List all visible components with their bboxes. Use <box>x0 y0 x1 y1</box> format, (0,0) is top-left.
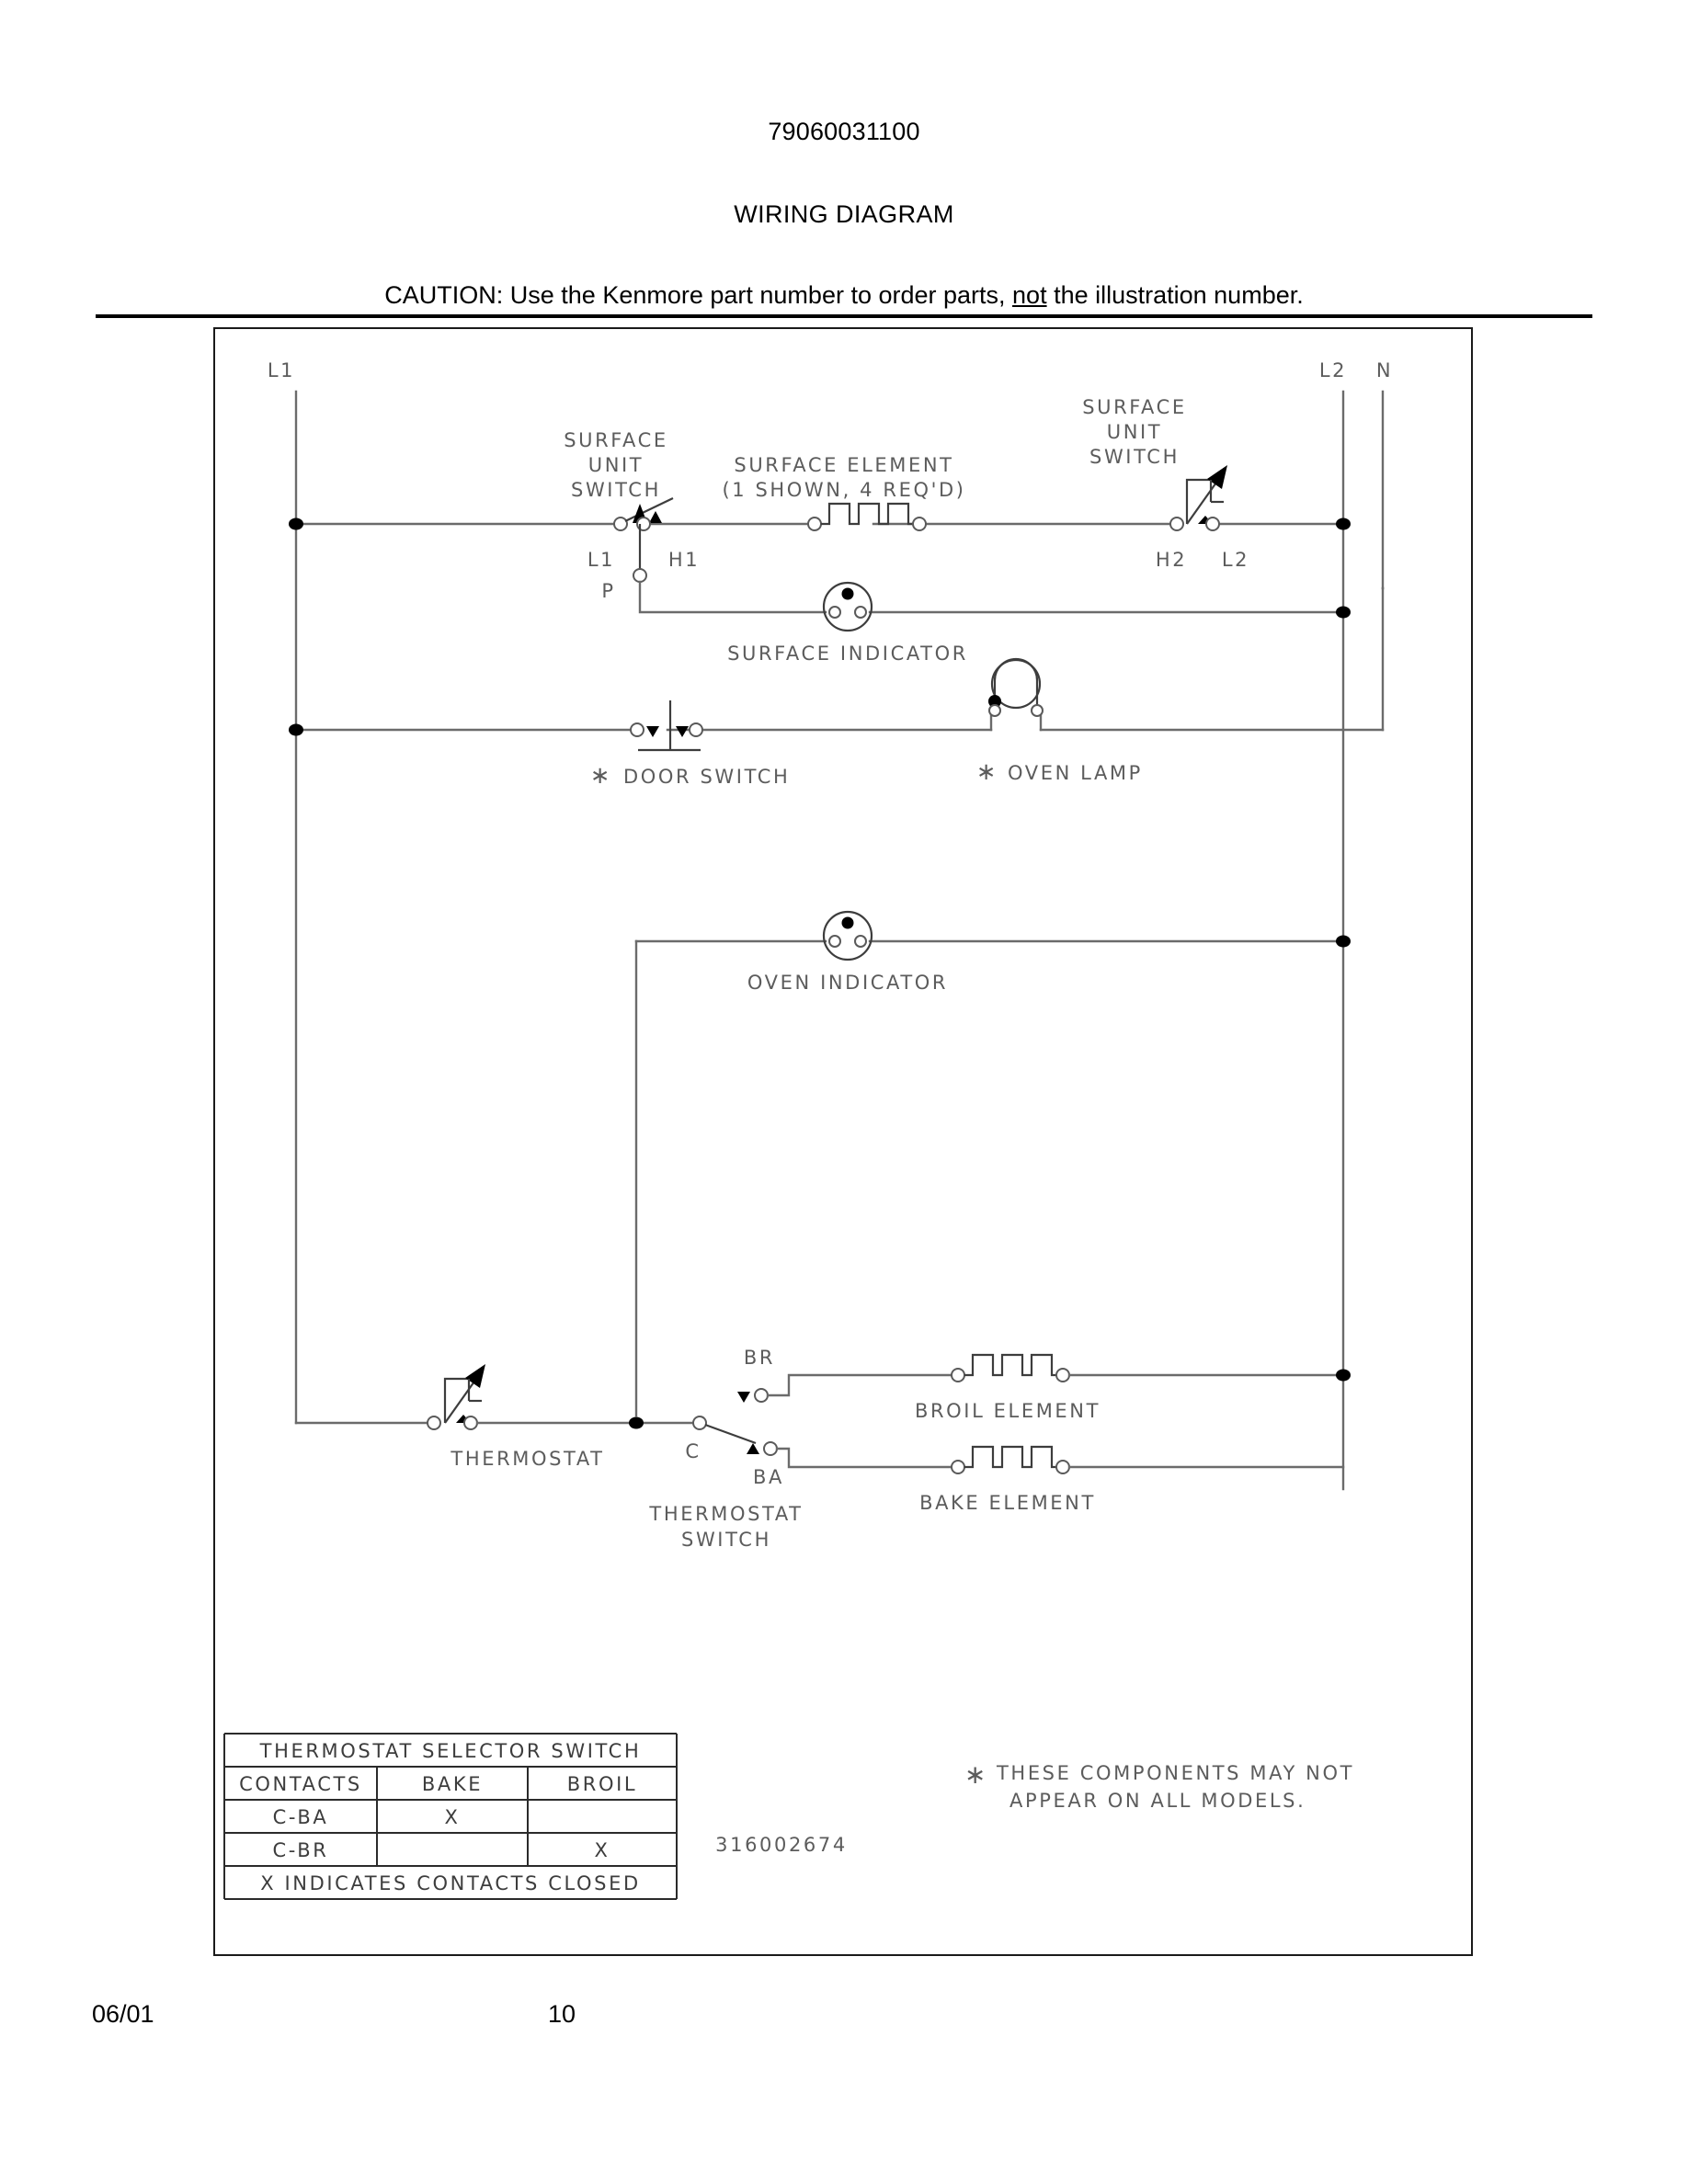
footer-page-number: 10 <box>547 2000 576 2028</box>
wire-p-to-indicator <box>640 582 826 612</box>
table-header-broil: BROIL <box>566 1773 638 1795</box>
thermostat-selector-table <box>224 1734 677 1899</box>
rail-l1-label-text: L1 <box>267 359 296 381</box>
door-switch-terminal-right <box>690 723 702 736</box>
terminal-ba-triangle <box>747 1443 759 1454</box>
surface-unit-switch-right-label-2: UNIT <box>1106 421 1163 443</box>
terminal-ba-circle <box>764 1442 777 1455</box>
component-note <box>964 1759 1354 1812</box>
surface-element-symbol <box>821 504 916 524</box>
oven-lamp-label: OVEN LAMP <box>1008 762 1143 784</box>
oven-indicator-terminal-right <box>855 936 866 947</box>
terminal-p-circle <box>633 569 646 582</box>
oven-indicator-circuit <box>636 912 1351 1416</box>
terminal-l1-label: L1 <box>587 549 616 571</box>
terminal-p-label: P <box>601 580 616 602</box>
thermostat-switch-label-2: SWITCH <box>681 1529 771 1551</box>
bake-element-terminal-left <box>952 1461 964 1473</box>
switch-blade-left <box>625 498 673 521</box>
oven-lamp-asterisk: ∗ <box>975 758 999 786</box>
table-row-cba-contacts: C-BA <box>272 1806 329 1828</box>
junction-l2-broil <box>1336 1370 1351 1382</box>
switch-actuator-triangle-b <box>649 511 662 523</box>
terminal-h2-label: H2 <box>1155 549 1188 571</box>
schematic <box>215 329 1475 1958</box>
surface-unit-switch-left-label-3: SWITCH <box>571 479 661 501</box>
junction-l1-row3 <box>289 724 303 736</box>
table-row-cba-bake: X <box>444 1806 461 1828</box>
wire-ba-to-bake <box>777 1449 952 1467</box>
terminal-h2-circle <box>1170 518 1183 530</box>
bake-element-label: BAKE ELEMENT <box>919 1492 1096 1514</box>
door-switch-asterisk: ∗ <box>589 762 613 790</box>
oven-lamp-terminal-right <box>1032 705 1043 716</box>
junction-l1-row1 <box>289 518 303 530</box>
terminal-ba-label: BA <box>753 1466 784 1488</box>
table-header-contacts: CONTACTS <box>239 1773 362 1795</box>
broil-element-terminal-left <box>952 1369 964 1382</box>
surface-element-circuit <box>289 396 1351 602</box>
terminal-br-triangle <box>737 1392 750 1403</box>
terminal-br-circle <box>755 1389 768 1402</box>
oven-indicator-label: OVEN INDICATOR <box>747 972 949 994</box>
table-row-cbr-broil: X <box>594 1839 610 1861</box>
caution-prefix: CAUTION: Use the Kenmore part number to order parts, <box>384 281 1013 309</box>
surface-element-label-1: SURFACE ELEMENT <box>734 454 954 476</box>
drawing-part-number: 316002674 <box>715 1834 848 1856</box>
junction-l2-row1 <box>1336 518 1351 530</box>
oven-lamp-terminal-left <box>989 705 1000 716</box>
oven-indicator-terminal-left <box>829 936 840 947</box>
table-header-bake: BAKE <box>421 1773 484 1795</box>
caution-note <box>0 281 1688 310</box>
model-number: 79060031100 <box>768 118 920 145</box>
surface-indicator-terminal-right <box>855 607 866 618</box>
table-title: THERMOSTAT SELECTOR SWITCH <box>259 1740 642 1762</box>
terminal-l1-circle <box>614 518 627 530</box>
caution-emphasis: not <box>1012 281 1047 309</box>
note-line-2: APPEAR ON ALL MODELS. <box>1009 1790 1306 1812</box>
terminal-h1-label: H1 <box>667 549 701 571</box>
page-title: WIRING DIAGRAM <box>734 200 954 228</box>
bake-element-terminal-right <box>1056 1461 1069 1473</box>
door-switch-triangle-left <box>646 726 659 737</box>
header-divider <box>96 314 1592 318</box>
thermostat-terminal-left <box>428 1416 440 1429</box>
rail-n-label-text: N <box>1375 359 1394 381</box>
surface-element-terminal-left <box>808 518 821 530</box>
bake-element-symbol <box>964 1447 1059 1467</box>
broil-element-label: BROIL ELEMENT <box>914 1400 1101 1422</box>
terminal-c-label: C <box>685 1440 701 1462</box>
broil-element-terminal-right <box>1056 1369 1069 1382</box>
door-switch-terminal-left <box>631 723 644 736</box>
thermostat-terminal-right <box>464 1416 477 1429</box>
surface-indicator-circuit <box>640 582 1351 665</box>
terminal-l2-circle <box>1206 518 1219 530</box>
door-switch-label: DOOR SWITCH <box>623 766 791 788</box>
rails-group <box>252 329 1383 1489</box>
thermostat-switch-blade <box>705 1425 756 1443</box>
thermostat-label: THERMOSTAT <box>451 1448 605 1470</box>
door-switch-triangle-right <box>676 726 689 737</box>
junction-l2-row2 <box>1336 607 1351 619</box>
note-line-1: THESE COMPONENTS MAY NOT <box>997 1762 1355 1784</box>
oven-indicator-dot <box>842 917 854 929</box>
thermostat-switch-label-1: THERMOSTAT <box>649 1503 804 1525</box>
table-footnote: X INDICATES CONTACTS CLOSED <box>260 1872 641 1894</box>
surface-unit-switch-left-label-1: SURFACE <box>564 429 668 451</box>
surface-unit-switch-left-label-2: UNIT <box>587 454 644 476</box>
surface-indicator-terminal-left <box>829 607 840 618</box>
thermostat-circuit <box>296 1347 1351 1551</box>
caution-suffix: the illustration number. <box>1046 281 1304 309</box>
broil-element-symbol <box>964 1355 1059 1375</box>
terminal-l2-label: L2 <box>1221 549 1250 571</box>
wire-br-to-broil <box>768 1375 952 1395</box>
junction-l2-row4 <box>1336 936 1351 948</box>
wiring-diagram-frame <box>213 327 1473 1956</box>
surface-indicator-dot <box>842 588 854 600</box>
surface-element-terminal-right <box>913 518 926 530</box>
terminal-br-label: BR <box>743 1347 776 1369</box>
surface-element-label-2: (1 SHOWN, 4 REQ'D) <box>722 479 966 501</box>
surface-indicator-label: SURFACE INDICATOR <box>727 643 968 665</box>
table-row-cbr-contacts: C-BR <box>272 1839 329 1861</box>
note-asterisk: ∗ <box>964 1759 989 1790</box>
surface-unit-switch-right-label-1: SURFACE <box>1082 396 1187 418</box>
footer-date: 06/01 <box>92 2000 154 2028</box>
surface-unit-switch-right-label-3: SWITCH <box>1089 446 1180 468</box>
rail-l2-label-text: L2 <box>1318 359 1348 381</box>
junction-thermostat-branch <box>629 1417 644 1429</box>
terminal-c-circle <box>693 1416 706 1429</box>
